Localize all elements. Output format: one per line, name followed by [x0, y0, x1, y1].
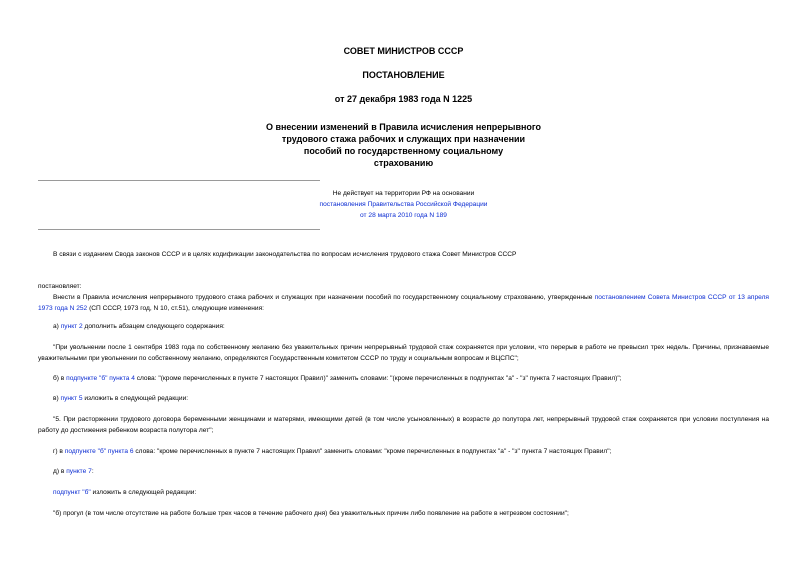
title-line: О внесении изменений в Правила исчисления непрерывного	[265, 122, 542, 132]
item-a-text-tail: дополнить абзацем следующего содержания:	[82, 323, 225, 330]
item-b-link[interactable]: подпункте "б" пункта 4	[66, 375, 135, 382]
issuing-body: СОВЕТ МИНИСТРОВ СССР	[343, 46, 464, 56]
status-note-link-decree[interactable]: постановления Правительства Российской Федерации	[319, 201, 488, 208]
document-type: ПОСТАНОВЛЕНИЕ	[362, 70, 445, 80]
item-g-text: г) в	[53, 448, 65, 455]
divider-top	[38, 180, 320, 181]
item-d-link[interactable]: пункте 7	[66, 468, 92, 475]
document-title	[240, 121, 567, 169]
item-a-link[interactable]: пункт 2	[60, 323, 83, 330]
intro-paragraph	[38, 292, 769, 314]
item-d-paragraph	[38, 466, 769, 477]
document-date-number: от 27 декабря 1983 года N 1225	[334, 94, 473, 104]
item-d-text: д) в	[53, 468, 67, 475]
item-b-text: б) в	[53, 375, 67, 382]
title-line: трудового стажа рабочих и служащих при назначении	[281, 134, 526, 144]
item-a-text: а)	[53, 323, 61, 330]
item-v-text-tail: изложить в следующей редакции:	[82, 395, 189, 402]
item-g-text-tail: слова: "кроме перечисленных в пункте 7 настоящих Правил" заменить словами: "кроме перечисленных в подпунктах "а" - "з" пункта 7 настоящих Правил";	[133, 448, 612, 455]
item-b-text-tail: слова: "(кроме перечисленных в пункте 7 настоящих Правил)" заменить словами: "(кроме перечисленных в подпунктах "а" - "з" пункта 7 настоящих Правил)";	[134, 375, 622, 382]
status-note-text: Не действует на территории РФ на основании	[332, 190, 475, 197]
item-g-paragraph	[38, 446, 769, 457]
item-v-quote: "5. При расторжении трудового договора беременными женщинами и матерями, имеющими детей (в том числе усыновленных) в возрасте до полутора лет, непрерывный трудовой стаж сохраняется при условии поступления на работу до достижения ребенком возраста полутора лет";	[38, 416, 769, 434]
item-d-subpoint-text: изложить в следующей редакции:	[90, 489, 197, 496]
intro-text-tail: (СП СССР, 1973 год, N 10, ст.51), следующие изменения:	[87, 305, 264, 312]
item-a-paragraph	[38, 321, 769, 332]
item-v-paragraph	[38, 393, 769, 404]
item-v-link[interactable]: пункт 5	[60, 395, 83, 402]
status-note	[0, 188, 807, 221]
item-a-quote: "При увольнении после 1 сентября 1983 года по собственному желанию без уважительных причин непрерывный трудовой стаж сохраняется при условии, что перерыв в работе не превысил трех недель. Причины, признаваемые уважительными при увольнении по собственному желанию, определяются Государственным комитетом СССР по труду и социальным вопросам и ВЦСПС";	[38, 344, 769, 362]
item-v-text: в)	[53, 395, 61, 402]
item-d-quote: "б) прогул (в том числе отсутствие на работе больше трех часов в течение рабочего дня) без уважительных причин либо появление на работе в нетрезвом состоянии";	[53, 510, 569, 517]
item-b-paragraph	[38, 373, 769, 384]
divider-bottom	[38, 229, 320, 230]
status-note-link-date[interactable]: от 28 марта 2010 года N 189	[360, 212, 447, 219]
item-d-text-tail: :	[91, 468, 94, 475]
resolves-paragraph: постановляет:	[38, 283, 82, 290]
title-line: страхованию	[373, 158, 434, 168]
item-d-subpoint-link[interactable]: подпункт "б"	[53, 489, 91, 496]
title-line: пособий по государственному социальному	[303, 146, 504, 156]
intro-text: Внести в Правила исчисления непрерывного трудового стажа рабочих и служащих при назначении пособий по государственному социальному страхованию, утвержденные	[53, 294, 595, 301]
item-g-link[interactable]: подпункте "б" пункта 6	[64, 448, 134, 455]
item-d-subpoint	[38, 487, 769, 498]
preamble-paragraph: В связи с изданием Свода законов СССР и в целях кодификации законодательства по вопросам исчисления трудового стажа Совет Министров СССР	[53, 251, 517, 258]
intro-link-resolution[interactable]: постановлением Совета Министров СССР от 13 апреля 1973 года N 252	[38, 294, 769, 312]
